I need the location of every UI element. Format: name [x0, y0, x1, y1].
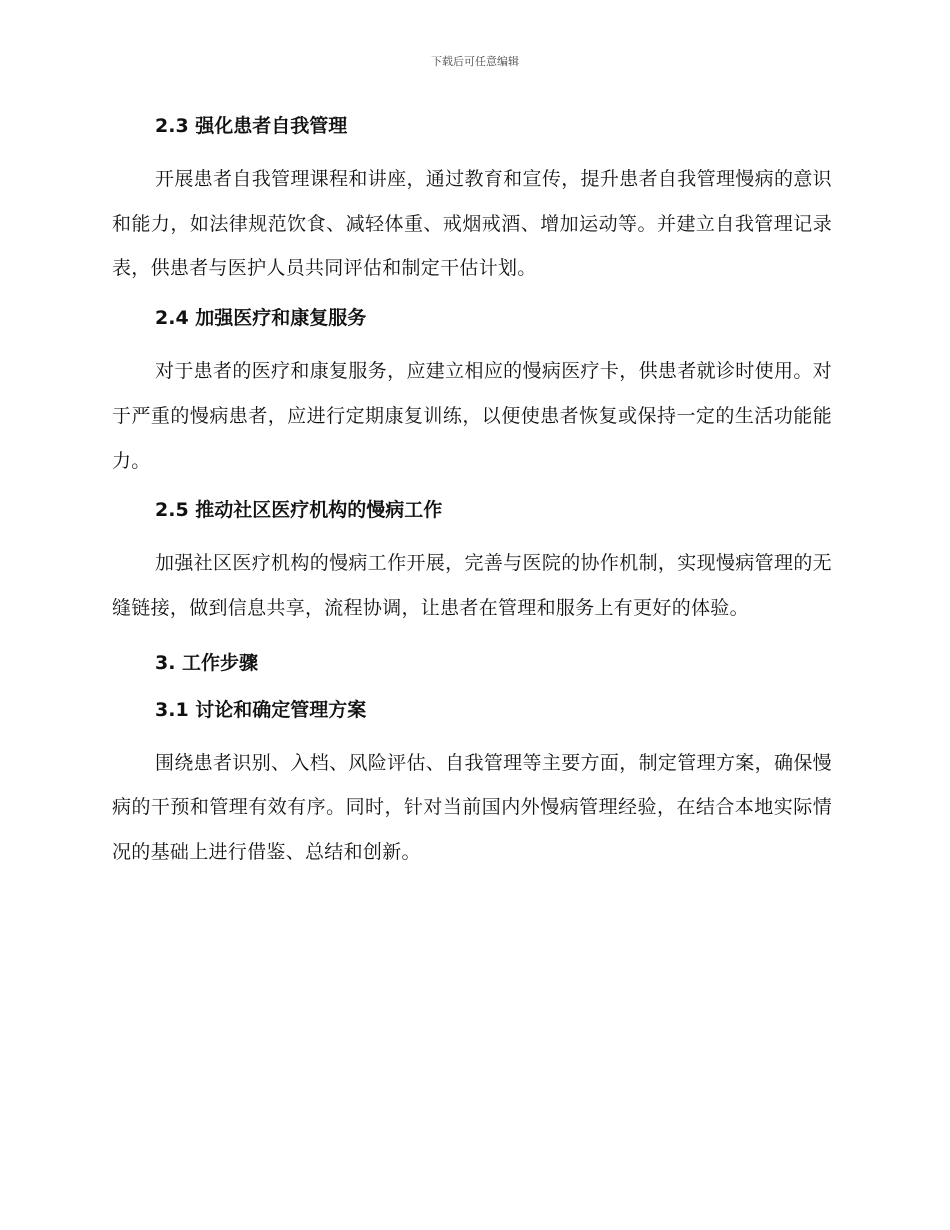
- section-heading-3: 3. 工作步骤: [155, 651, 259, 674]
- document-body: [112, 110, 832, 886]
- section-paragraph-2-4: 对于患者的医疗和康复服务，应建立相应的慢病医疗卡，供患者就诊时使用。对于严重的慢病患者，应进行定期康复训练，以便使患者恢复或保持一定的生活功能能力。: [112, 360, 832, 472]
- section-heading-2-3: 2.3 强化患者自我管理: [155, 115, 348, 137]
- page-header: 下载后可任意编辑: [431, 55, 519, 68]
- section-heading-2-4: 2.4 加强医疗和康复服务: [155, 307, 367, 330]
- section-paragraph-2-5: 加强社区医疗机构的慢病工作开展，完善与医院的协作机制，实现慢病管理的无缝链接，做到信息共享，流程协调，让患者在管理和服务上有更好的体验。: [112, 552, 832, 619]
- section-paragraph-3-1: 围绕患者识别、入档、风险评估、自我管理等主要方面，制定管理方案，确保慢病的干预和管理有效有序。同时，针对当前国内外慢病管理经验，在结合本地实际情况的基础上进行借鉴、总结和创新。: [112, 751, 832, 864]
- section-heading-2-5: 2.5 推动社区医疗机构的慢病工作: [155, 499, 443, 522]
- section-paragraph-2-3: 开展患者自我管理课程和讲座，通过教育和宣传，提升患者自我管理慢病的意识和能力，如法律规范饮食、减轻体重、戒烟戒酒、增加运动等。并建立自我管理记录表，供患者与医护人员共同评估和制定干估计划。: [112, 168, 832, 280]
- section-heading-3-1: 3.1 讨论和确定管理方案: [155, 698, 367, 721]
